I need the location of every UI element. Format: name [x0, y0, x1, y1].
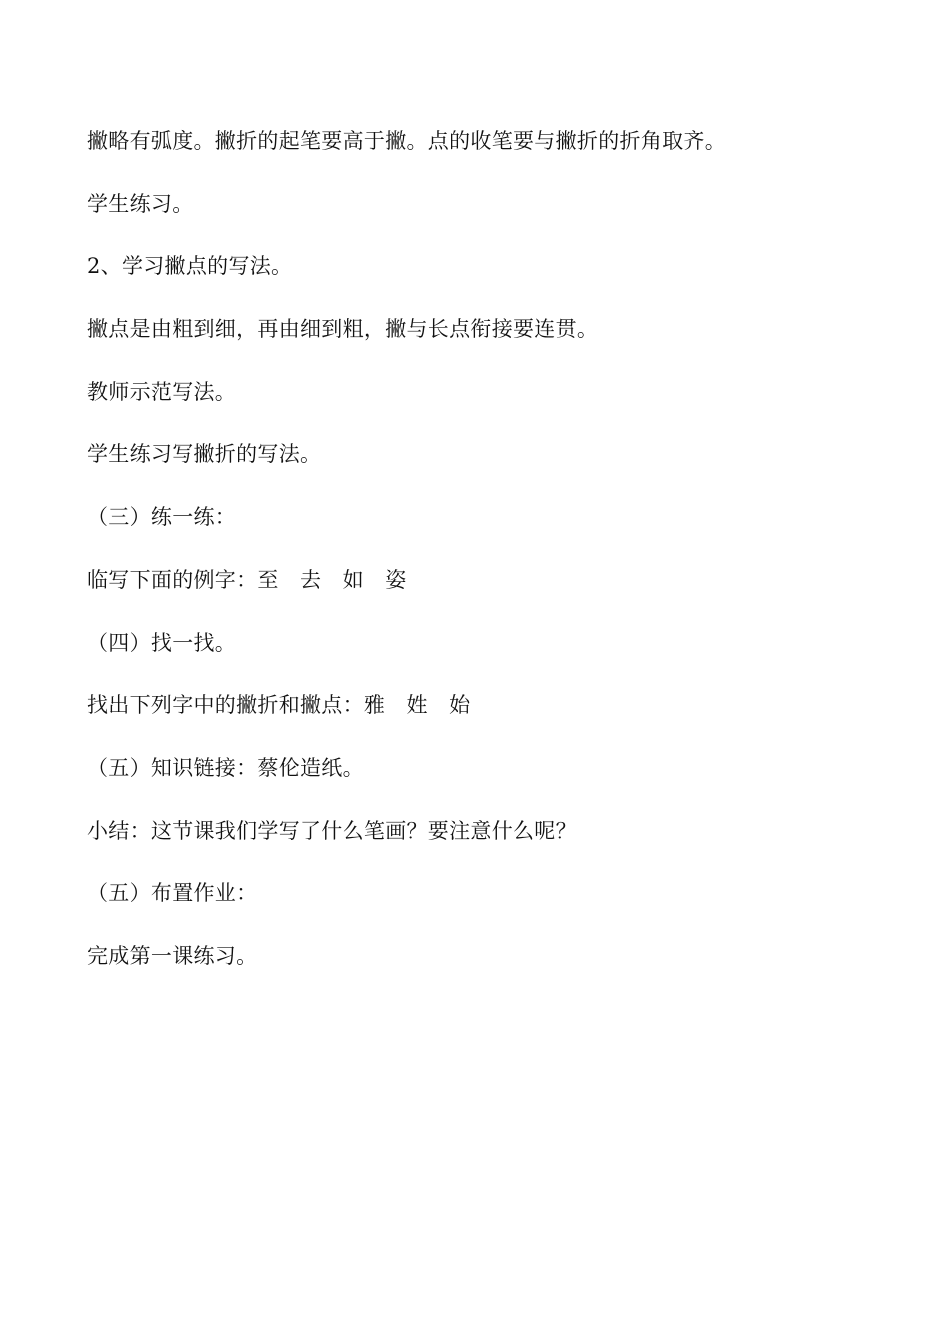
paragraph-summary: 小结：这节课我们学写了什么笔画？要注意什么呢？: [87, 818, 577, 843]
paragraph-find-strokes: 找出下列字中的撇折和撇点：雅 姓 始: [87, 693, 471, 718]
paragraph-homework: 完成第一课练习。: [87, 943, 258, 968]
paragraph-student-practice: 学生练习。: [87, 191, 194, 216]
paragraph-student-practice-piezhe: 学生练习写撇折的写法。: [87, 442, 322, 467]
paragraph-teacher-demo: 教师示范写法。: [87, 379, 237, 404]
paragraph-copy-examples: 临写下面的例字：至 去 如 姿: [87, 567, 407, 592]
paragraph-stroke-rules: 撇略有弧度。撇折的起笔要高于撇。点的收笔要与撇折的折角取齐。: [87, 129, 726, 153]
section-heading-practice: （三）练一练：: [87, 505, 237, 530]
section-heading-knowledge-link: （五）知识链接：蔡伦造纸。: [87, 755, 364, 780]
paragraph-learn-piedian: 2、学习撇点的写法。: [87, 254, 293, 279]
section-heading-homework: （五）布置作业：: [87, 881, 258, 906]
section-heading-find: （四）找一找。: [87, 630, 237, 655]
document-body: [87, 124, 887, 1002]
paragraph-piedian-description: 撇点是由粗到细，再由细到粗，撇与长点衔接要连贯。: [87, 317, 599, 342]
